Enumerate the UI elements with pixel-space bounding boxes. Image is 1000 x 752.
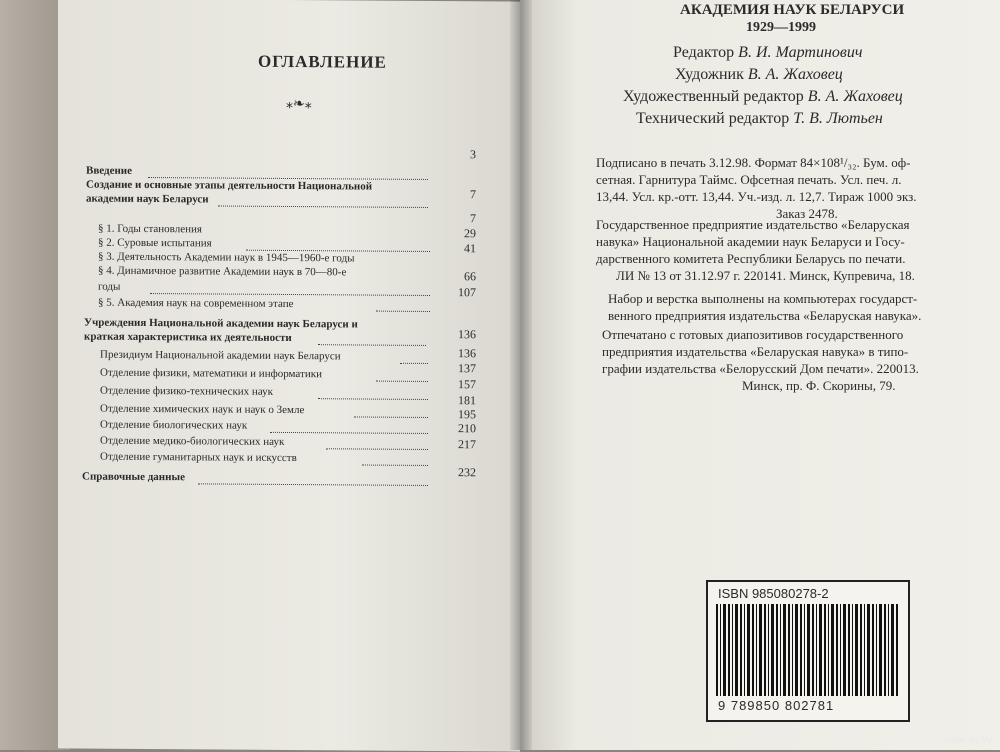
toc-entry-label: Отделение химических наук и наук о Земле [100,402,305,417]
book-title: АКАДЕМИЯ НАУК БЕЛАРУСИ [680,2,905,18]
book-years: 1929—1999 [746,20,816,35]
toc-entry [84,331,292,344]
book-gutter [510,0,532,750]
toc-entry [100,349,341,363]
toc-entry-label: Отделение физики, математики и информатики [100,366,322,381]
toc-entry-label: Отделение физико-технических наук [100,384,273,398]
left-page [58,0,520,752]
credit-editor: Редактор В. И. Мартинович [673,44,863,61]
ornament-icon: ⁎❧⁎ [286,96,312,113]
barcode-icon [716,604,898,696]
toc-entry-label: Учреждения Национальной академии наук Беларуси и [84,316,358,331]
toc-entry [100,451,297,464]
imprint-block: Подписано в печать 3.12.98. Формат 84×108¹/₃₂. Бум. оф- сетная. Гарнитура Таймс. Офсетная печать. Усл. печ. л. 13,44. Усл. кр.-отт. 13,44. Уч.-изд. л. 12,7. Тираж 1000 экз. Заказ 2478. [596,155,917,221]
toc-entry-label: Создание и основные этапы деятельности Национальной [86,178,373,193]
toc-entry [100,385,273,398]
toc-leader-dots [376,381,428,382]
toc-leader-dots [400,363,428,364]
credit-art-editor: Художественный редактор В. А. Жаховец [623,88,903,105]
toc-leader-dots [318,344,426,346]
publisher-block: Государственное предприятие издательство «Беларуская навука» Национальной академии наук Беларуси и Госу- дарственного комитета Республики Беларусь по печати. ЛИ № 13 от 31.12.97 г. 220141. Минск, Купревича, 18. [596,217,915,283]
toc-entry [98,223,202,236]
toc-page-number: 3 [470,147,476,162]
toc-leader-dots [318,398,428,400]
toc-leader-dots [362,465,428,466]
toc-entry-label: академии наук Беларуси [86,192,209,206]
toc-page-number: 157 [458,377,476,392]
toc-page-number: 7 [470,211,476,226]
toc-entry-label: Справочные данные [82,470,185,484]
toc-page-number: 136 [458,346,476,361]
isbn-label: ISBN 985080278-2 [718,586,829,601]
toc-entry-label: краткая характеристика их деятельности [84,330,292,345]
toc-page-number: 137 [458,361,476,376]
toc-leader-dots [150,293,430,296]
toc-entry [86,179,372,193]
toc-page-number: 7 [470,187,476,202]
toc-entry-label: Президиум Национальной академии наук Беларуси [100,348,341,363]
credit-tech-editor: Технический редактор Т. В. Лютьен [636,110,883,127]
toc-entry-label: § 2. Суровые испытания [98,236,212,250]
toc-entry-label: § 3. Деятельность Академии наук в 1945—1960-е годы [98,250,355,265]
toc-entry [82,471,185,484]
toc-entry-label: Отделение гуманитарных наук и искусств [100,450,297,465]
toc-page-number: 181 [458,393,476,408]
isbn-barcode [706,580,910,722]
toc-entry-label: § 5. Академия наук на современном этапе [98,296,294,311]
toc-page-number: 41 [464,241,476,256]
toc-leader-dots [326,448,428,450]
toc-entry [100,435,284,448]
toc-page-number: 136 [458,327,476,342]
toc-entry-label: годы [98,280,121,293]
toc-entry [84,317,358,331]
toc-page-number: 107 [458,285,476,300]
toc-leader-dots [270,432,428,434]
printing-block: Отпечатано с готовых диапозитивов государственного предприятия издательства «Беларуская навука» в типо- графии издательства «Белорусский Дом печати». 220013. Минск, пр. Ф. Скорины, 79. [602,327,919,393]
toc-entry [98,251,355,265]
toc-entry-label: § 4. Динамичное развитие Академии наук в 70—80-е [98,264,347,279]
toc-entry [98,237,212,250]
toc-leader-dots [376,311,430,312]
toc-entry [100,419,247,432]
toc-page-number: 232 [458,465,476,480]
toc-entry [98,281,120,293]
toc-entry [98,297,293,310]
watermark: www.ay.by [944,735,992,746]
toc-entry-label: § 1. Годы становления [98,222,202,236]
toc-leader-dots [218,206,428,208]
barcode-number: 9 789850 802781 [718,698,835,713]
toc-title: ОГЛАВЛЕНИЕ [258,51,387,72]
typesetting-block: Набор и верстка выполнены на компьютерах государст- венного предприятия издательства «Беларуская навука». [608,291,922,323]
toc-entry [100,367,322,381]
toc-leader-dots [354,416,428,418]
toc-entry-label: Отделение биологических наук [100,418,248,432]
toc-page-number: 195 [458,407,476,422]
toc-entry [98,265,346,279]
toc-page-number: 210 [458,421,476,436]
toc-entry-label: Введение [86,164,133,177]
toc-entry [86,165,132,177]
credit-artist: Художник В. А. Жаховец [675,66,843,83]
toc-page-number: 66 [464,269,476,284]
toc-page-number: 29 [464,226,476,241]
toc-entry-label: Отделение медико-биологических наук [100,434,285,448]
toc-leader-dots [198,483,428,486]
toc-entry [86,193,209,206]
toc-page-number: 217 [458,437,476,452]
toc-entry [100,403,304,416]
